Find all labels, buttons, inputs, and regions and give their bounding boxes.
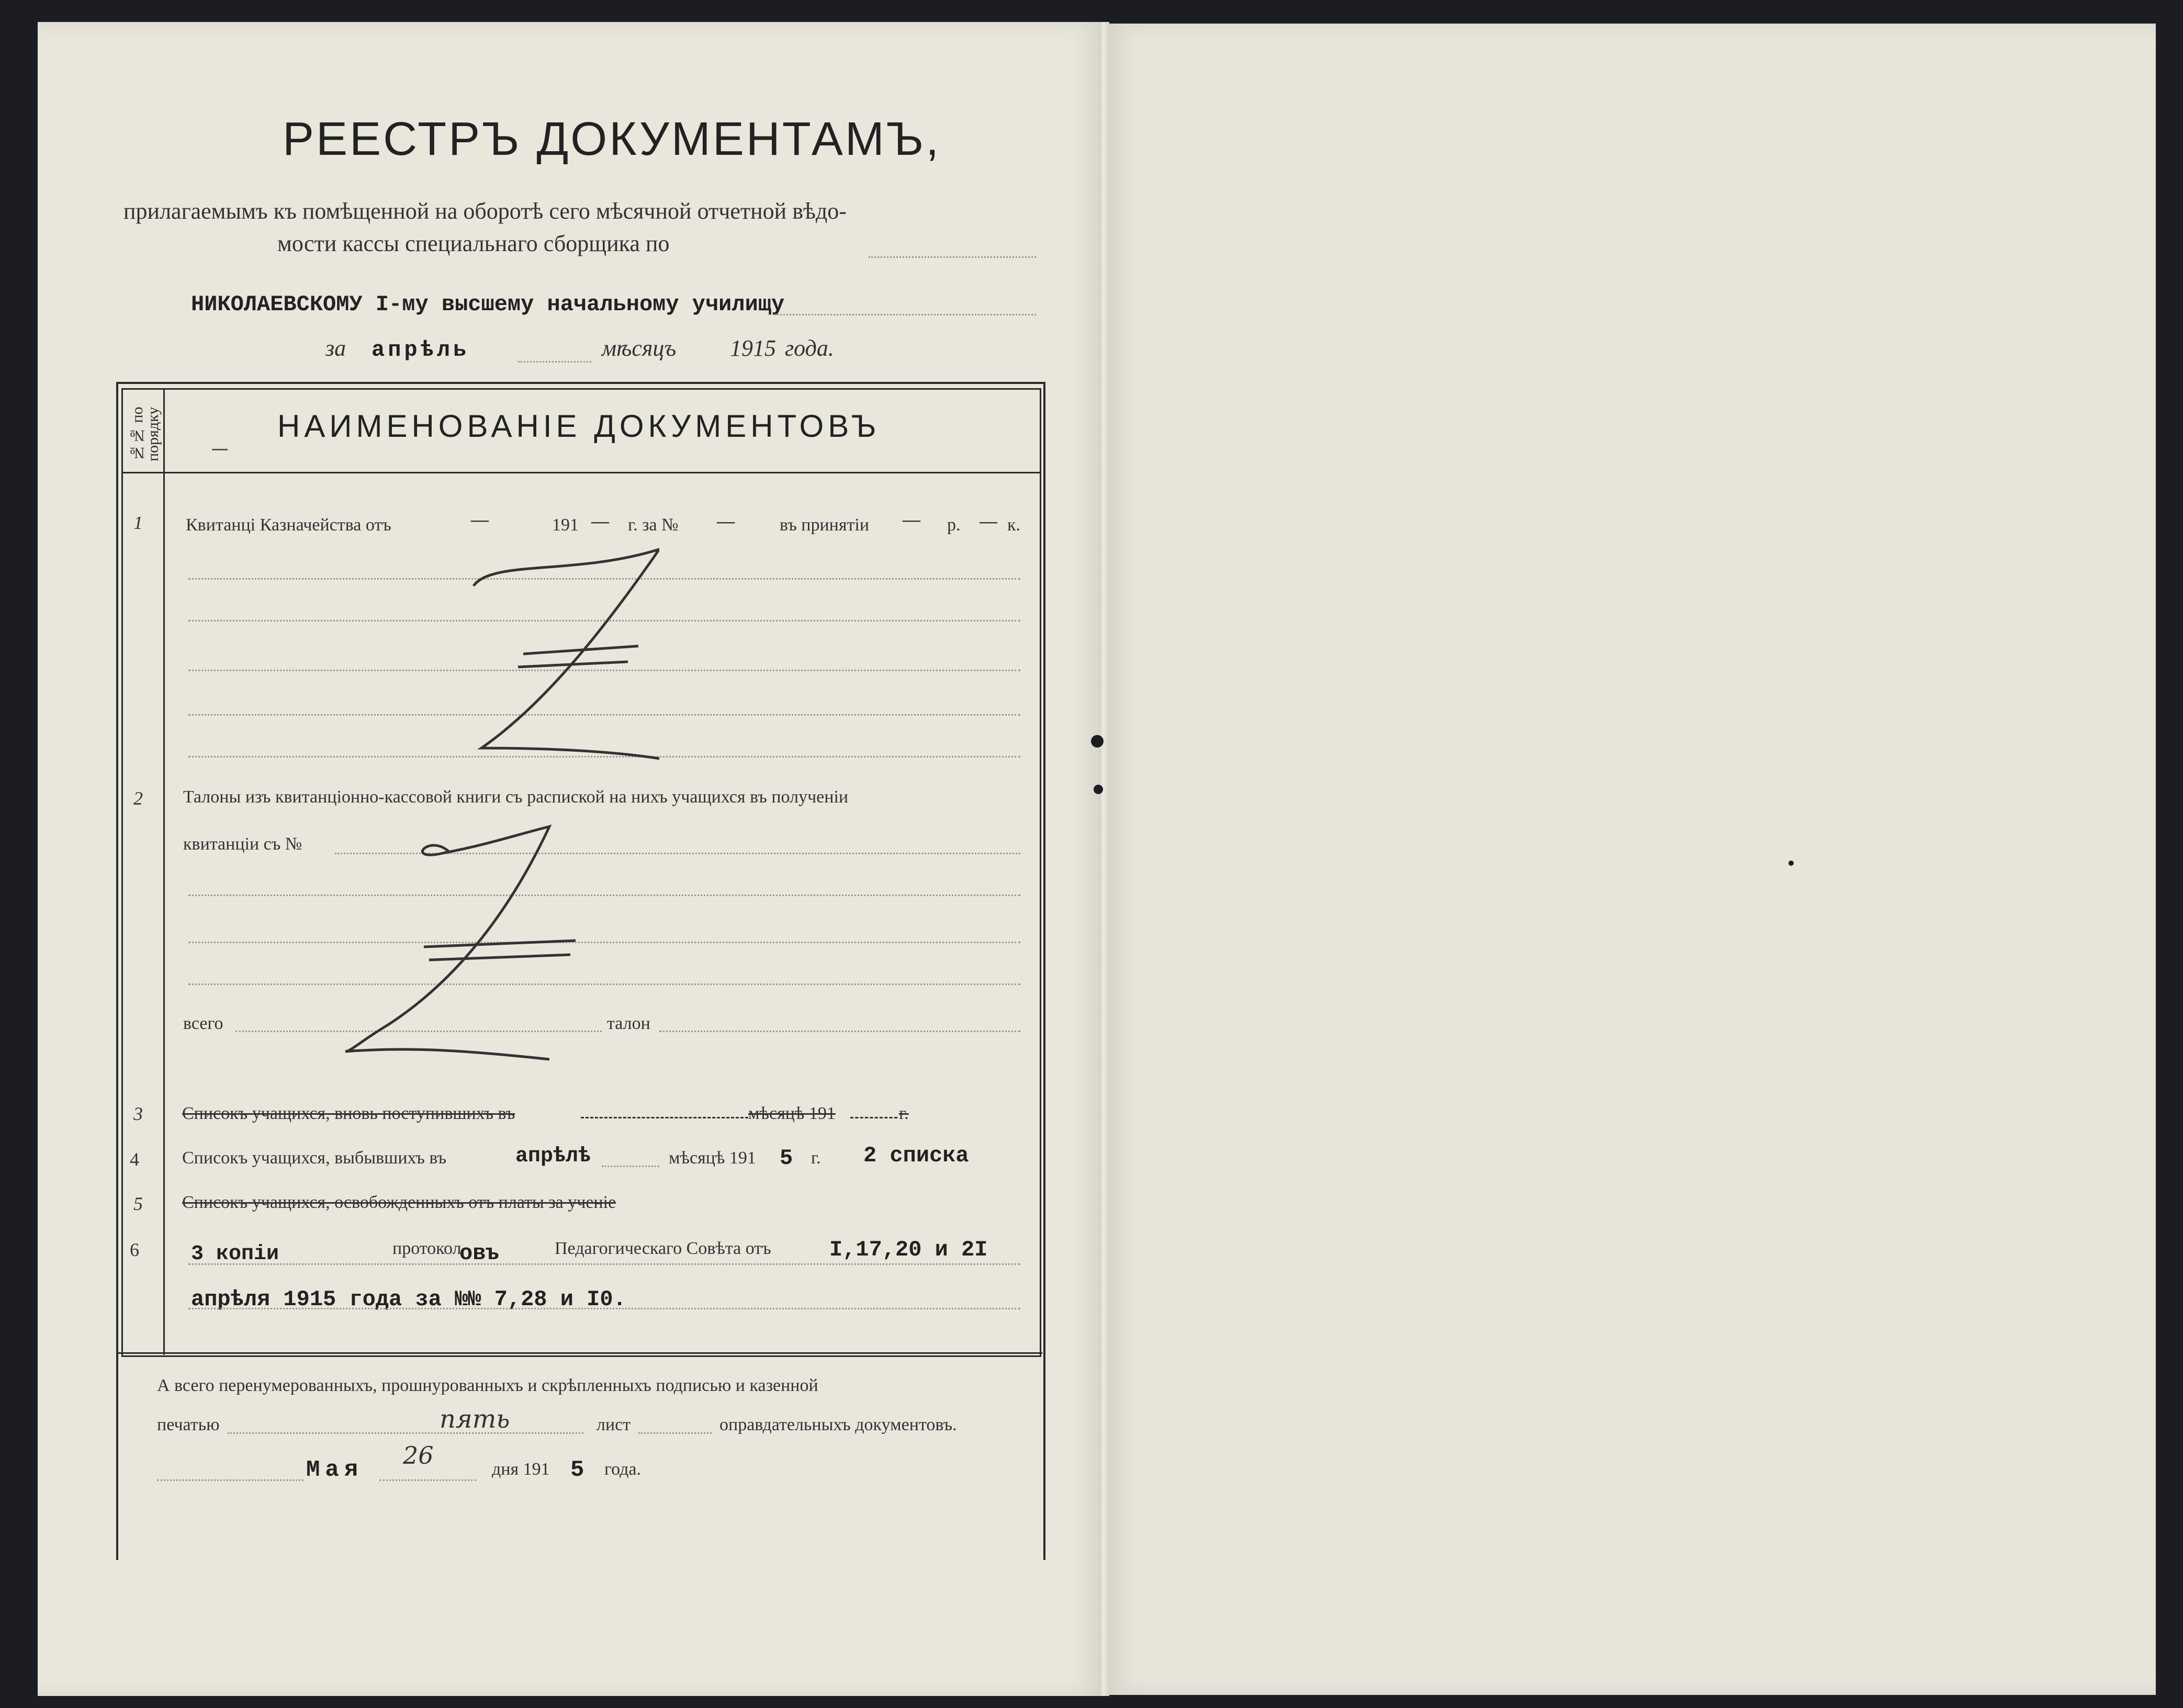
footer-line-2-prefix: печатью — [157, 1415, 220, 1434]
footer-line-1: А всего перенумерованныхъ, прошнурованныхъ и скрѣпленныхъ подписью и казенной — [157, 1376, 818, 1395]
row-1-number: 1 — [133, 512, 143, 533]
dotted-fill — [869, 256, 1036, 258]
row-5-text: Списокъ учащихся, освобожденныхъ отъ платы за ученіе — [182, 1193, 616, 1212]
right-page — [1104, 24, 2156, 1695]
row-2-talon: талон — [607, 1014, 650, 1033]
row-4-g: г. — [811, 1148, 821, 1168]
row-1-accept: въ принятіи — [780, 515, 870, 535]
dotted-rule — [379, 1479, 476, 1481]
column-header-name: НАИМЕНОВАНIЕ ДОКУМЕНТОВЪ — [277, 409, 881, 444]
column-divider — [163, 390, 165, 1355]
footer-year-digit: 5 — [570, 1457, 584, 1483]
row-6-dates: I,17,20 и 2I — [829, 1237, 988, 1262]
row-6-protocol-end: овъ — [459, 1241, 499, 1266]
footer-line-2-mid: лист — [597, 1415, 631, 1434]
school-name: НИКОЛАЕВСКОМУ I-му высшему начальному училищу — [191, 292, 785, 317]
subtitle-line-1: прилагаемымъ къ помѣщенной на оборотѣ сего мѣсячной отчетной вѣдо- — [123, 198, 847, 224]
row-6-line-2: апрѣля 1915 года за №№ 7,28 и I0. — [191, 1287, 626, 1312]
row-4-tail: мѣсяцѣ 191 — [669, 1148, 756, 1168]
row-4-month: апрѣлѣ — [515, 1145, 591, 1168]
period-suffix: года. — [785, 335, 834, 361]
row-1-dash: — — [591, 512, 609, 531]
dotted-rule — [188, 1263, 1020, 1265]
row-2-line-2: квитанціи съ № — [183, 834, 302, 854]
row-4-number: 4 — [130, 1149, 139, 1170]
footer-line-2-hand: пять — [440, 1405, 510, 1434]
cancellation-z-mark — [340, 821, 576, 1062]
row-3-end: г. — [899, 1104, 909, 1123]
subtitle-line-2: мости кассы специальнаго сборщика по — [277, 231, 670, 256]
period-word: мѣсяцъ — [602, 335, 677, 361]
footer-day-word: дня 191 — [492, 1460, 550, 1479]
dotted-rule — [188, 1308, 1020, 1309]
footer-month: Мая — [306, 1457, 364, 1483]
footer-year-word: года. — [604, 1460, 642, 1479]
dash-mark — [212, 449, 228, 450]
dotted-rule — [228, 1432, 583, 1434]
row-5-number: 5 — [133, 1193, 143, 1214]
period-year: 1915 — [730, 335, 776, 361]
row-3-text: Списокъ учащихся, вновь поступившихъ въ — [182, 1104, 515, 1123]
row-3-number: 3 — [133, 1103, 143, 1124]
row-6-number: 6 — [130, 1239, 139, 1260]
row-6-protocol: протокол — [392, 1239, 462, 1258]
dotted-rule — [638, 1432, 712, 1434]
footer-line-2-suffix: оправдательныхъ документовъ. — [719, 1415, 957, 1434]
row-1-dash: — — [717, 512, 735, 531]
column-header-number: №№ по порядку — [129, 406, 162, 462]
row-6-council: Педагогическаго Совѣта отъ — [555, 1239, 771, 1258]
cancellation-z-mark — [460, 544, 659, 764]
dotted-rule — [188, 895, 1020, 896]
row-2-number: 2 — [133, 788, 143, 809]
row-1-year: 191 — [552, 515, 579, 535]
dotted-rule — [602, 1166, 659, 1167]
period-month: апрѣль — [372, 337, 470, 363]
row-1-kop: к. — [1007, 515, 1021, 535]
row-2-line-1: Талоны изъ квитанціонно-кассовой книги съ распиской на нихъ учащихся въ полученіи — [183, 787, 849, 807]
row-2-total: всего — [183, 1014, 223, 1033]
dash-fill — [581, 1117, 748, 1118]
period-prefix: за — [325, 335, 346, 361]
row-4-year-digit: 5 — [780, 1146, 793, 1171]
page-fold — [1099, 22, 1109, 1696]
dotted-rule — [157, 1479, 303, 1481]
binding-hole — [1094, 785, 1103, 794]
table-bottom-rule — [116, 1352, 1042, 1354]
footer-day: 26 — [403, 1441, 434, 1469]
row-1-dash: — — [471, 510, 489, 529]
dotted-fill — [518, 361, 591, 363]
row-3-tail: мѣсяцѣ 191 — [748, 1104, 836, 1123]
row-6-copies: 3 копіи — [191, 1242, 279, 1266]
paper-speck — [1788, 861, 1794, 866]
dotted-rule — [188, 942, 1020, 943]
header-divider — [121, 472, 1040, 473]
binding-hole — [1091, 735, 1104, 748]
dotted-fill — [774, 314, 1036, 315]
row-4-count: 2 списка — [863, 1143, 969, 1168]
row-1-dash: — — [980, 512, 997, 531]
dash-fill — [850, 1117, 897, 1118]
dotted-rule — [659, 1031, 1020, 1032]
row-4-text: Списокъ учащихся, выбывшихъ въ — [182, 1148, 447, 1168]
row-1-dash: — — [903, 510, 920, 529]
row-1-text: Квитанці Казначейства отъ — [186, 515, 391, 535]
document-title: РЕЕСТРЪ ДОКУМЕНТАМЪ, — [283, 113, 941, 165]
row-1-rub: р. — [947, 515, 961, 535]
row-1-mid: г. за № — [628, 515, 679, 535]
dotted-rule — [188, 983, 1020, 985]
